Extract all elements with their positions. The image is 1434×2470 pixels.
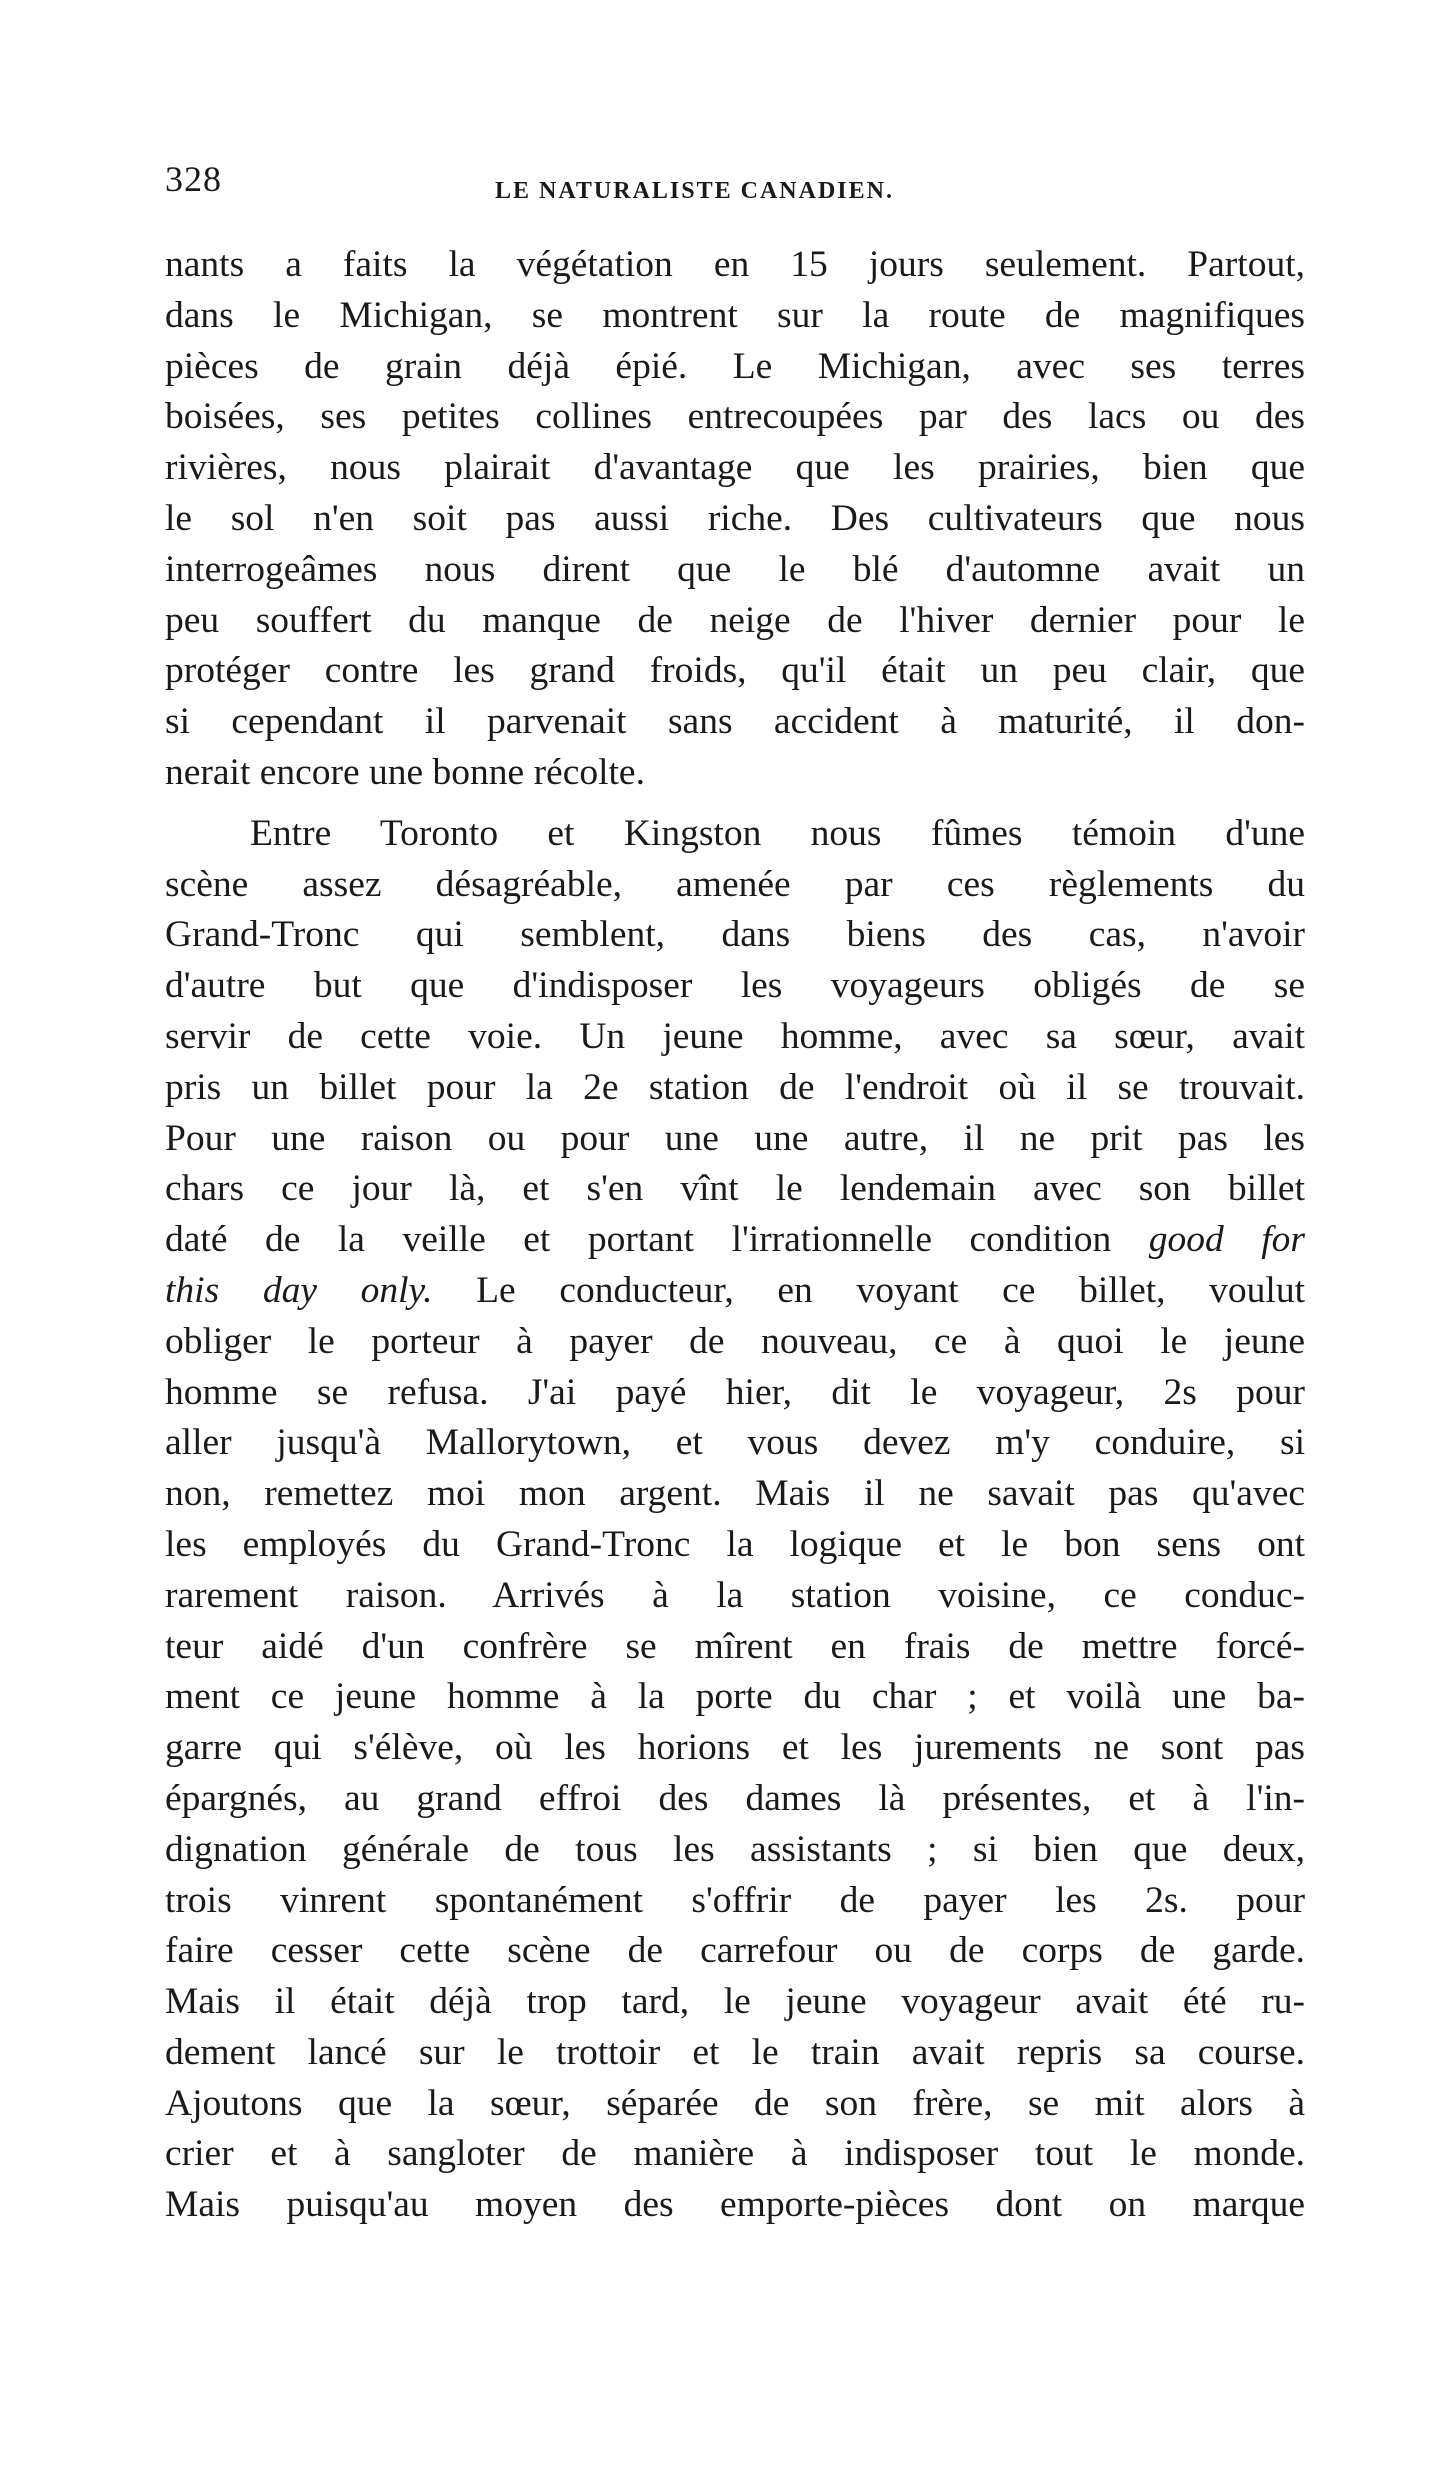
text-line: homme se refusa. J'ai payé hier, dit le voyageur, 2s pour: [165, 1371, 1305, 1413]
paragraph-1: [165, 240, 1305, 799]
text-line: nants a faits la végétation en 15 jours seulement. Partout,: [165, 244, 1305, 285]
text-line: teur aidé d'un confrère se mîrent en frais de mettre forcé-: [165, 1625, 1305, 1667]
text-line: Mais puisqu'au moyen des emporte-pièces dont on marque: [165, 2184, 1305, 2226]
text-line: si cependant il parvenait sans accident à maturité, il don-: [165, 701, 1305, 743]
text-line: non, remettez moi mon argent. Mais il ne savait pas qu'avec: [165, 1473, 1305, 1515]
text-line: pièces de grain déjà épié. Le Michigan, avec ses terres: [165, 345, 1305, 387]
italic-phrase: this day only.: [165, 1269, 433, 1311]
text-segment: Le conducteur, en voyant ce billet, voulut: [432, 1269, 1305, 1311]
text-line: ment ce jeune homme à la porte du char ; et voilà une ba-: [165, 1676, 1305, 1718]
text-line: chars ce jour là, et s'en vînt le lendemain avec son billet: [165, 1168, 1305, 1210]
text-line: rivières, nous plairait d'avantage que les prairies, bien que: [165, 447, 1305, 489]
text-line: les employés du Grand-Tronc la logique et le bon sens ont: [165, 1523, 1305, 1565]
text-line: Mais il était déjà trop tard, le jeune voyageur avait été ru-: [165, 1981, 1305, 2023]
text-line: Pour une raison ou pour une une autre, il ne prit pas les: [165, 1117, 1305, 1159]
text-line: faire cesser cette scène de carrefour ou de corps de garde.: [165, 1930, 1305, 1972]
text-line-with-italic: [165, 1215, 1305, 1266]
text-line: Grand-Tronc qui semblent, dans biens des cas, n'avoir: [165, 914, 1305, 956]
text-line: épargnés, au grand effroi des dames là présentes, et à l'in-: [165, 1777, 1305, 1819]
text-line: trois vinrent spontanément s'offrir de payer les 2s. pour: [165, 1879, 1305, 1921]
text-line: obliger le porteur à payer de nouveau, ce à quoi le jeune: [165, 1320, 1305, 1362]
body-text: [165, 240, 1305, 2231]
text-segment: daté de la veille et portant l'irrationnelle condition: [165, 1219, 1149, 1261]
running-head: LE NATURALISTE CANADIEN.: [495, 178, 894, 204]
text-line: nerait encore une bonne récolte.: [165, 751, 645, 793]
text-line: dans le Michigan, se montrent sur la route de magnifiques: [165, 294, 1305, 336]
text-line: peu souffert du manque de neige de l'hiver dernier pour le: [165, 599, 1305, 641]
text-line: aller jusqu'à Mallorytown, et vous devez m'y conduire, si: [165, 1422, 1305, 1464]
text-line-with-italic: [165, 1266, 1305, 1317]
page-header: [165, 158, 1305, 208]
text-line: pris un billet pour la 2e station de l'endroit où il se trouvait.: [165, 1066, 1305, 1108]
text-line: scène assez désagréable, amenée par ces règlements du: [165, 863, 1305, 905]
text-line: dignation générale de tous les assistants ; si bien que deux,: [165, 1828, 1305, 1870]
text-line: garre qui s'élève, où les horions et les jurements ne sont pas: [165, 1727, 1305, 1769]
text-line: Ajoutons que la sœur, séparée de son frère, se mit alors à: [165, 2082, 1305, 2124]
text-line: interrogeâmes nous dirent que le blé d'automne avait un: [165, 548, 1305, 590]
text-line: le sol n'en soit pas aussi riche. Des cultivateurs que nous: [165, 497, 1305, 539]
italic-phrase: good for: [1148, 1219, 1305, 1261]
text-line: boisées, ses petites collines entrecoupées par des lacs ou des: [165, 396, 1305, 438]
text-line: crier et à sangloter de manière à indisposer tout le monde.: [165, 2133, 1305, 2175]
text-line: rarement raison. Arrivés à la station voisine, ce conduc-: [165, 1574, 1305, 1616]
page-number: 328: [165, 159, 222, 199]
text-line: protéger contre les grand froids, qu'il était un peu clair, que: [165, 650, 1305, 692]
text-line: servir de cette voie. Un jeune homme, avec sa sœur, avait: [165, 1015, 1305, 1057]
text-line: d'autre but que d'indisposer les voyageurs obligés de se: [165, 965, 1305, 1007]
text-line: Entre Toronto et Kingston nous fûmes témoin d'une: [250, 812, 1305, 854]
text-line: dement lancé sur le trottoir et le train avait repris sa course.: [165, 2031, 1305, 2073]
paragraph-2: [165, 809, 1305, 2231]
